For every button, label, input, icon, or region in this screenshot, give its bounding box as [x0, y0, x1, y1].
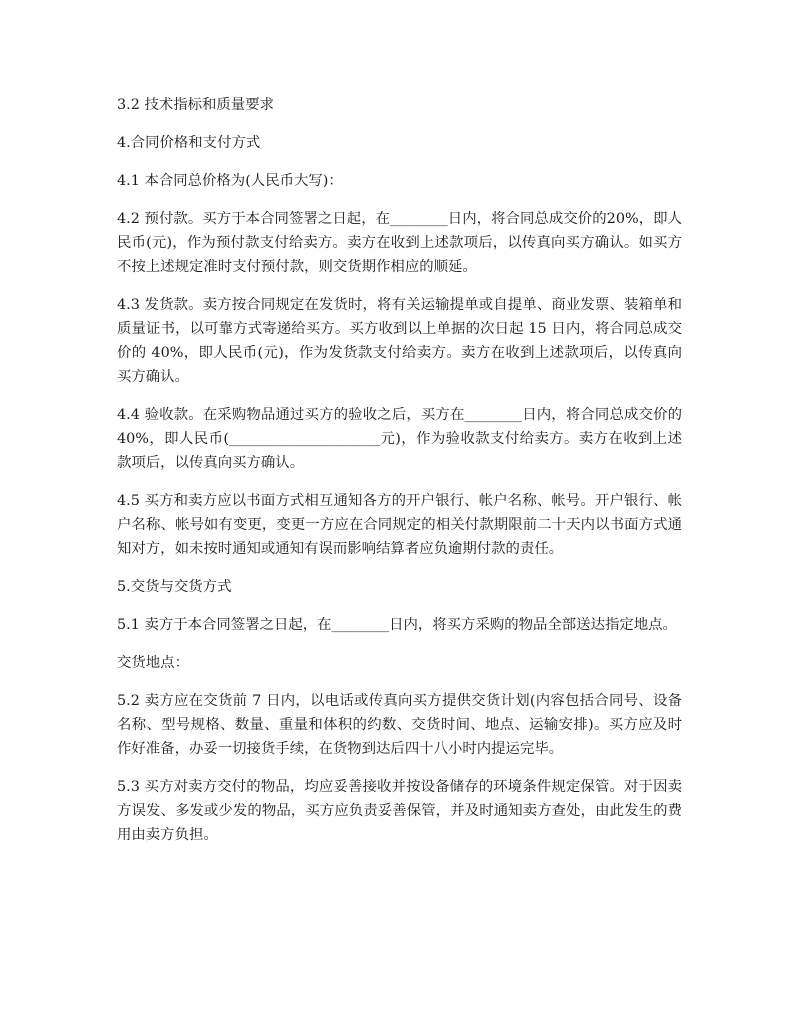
document-body: [117, 93, 682, 847]
clause-paragraph: 4.1 本合同总价格为(人民币大写)：: [117, 173, 343, 189]
delivery-location-label: 交货地点：: [117, 655, 189, 671]
clause-paragraph: 4.4 验收款。在采购物品通过买方的验收之后，买方在________日内，将合同总成交价的 40%，即人民币(_____________________元)，作为验收款支付给卖方。卖方在收到上述款项后，以传真向买方确认。: [117, 407, 682, 471]
section-heading: 3.2 技术指标和质量要求: [117, 97, 274, 113]
clause-paragraph: 4.2 预付款。买方于本合同签署之日起，在________日内，将合同总成交价的20%，即人民币(元)，作为预付款支付给卖方。卖方在收到上述款项后，以传真向买方确认。如买方不按上述规定准时支付预付款，则交货期作相应的顺延。: [117, 211, 682, 275]
section-heading: 4.合同价格和支付方式: [117, 135, 261, 151]
section-heading: 5.交货与交货方式: [117, 579, 232, 595]
clause-paragraph: 5.1 卖方于本合同签署之日起，在________日内，将买方采购的物品全部送达指定地点。: [117, 617, 677, 633]
clause-paragraph: 4.5 买方和卖方应以书面方式相互通知各方的开户银行、帐户名称、帐号。开户银行、帐户名称、帐号如有变更，变更一方应在合同规定的相关付款期限前二十天内以书面方式通知对方，如未按时通知或通知有误而影响结算者应负逾期付款的责任。: [117, 493, 682, 557]
clause-paragraph: 5.2 卖方应在交货前 7 日内，以电话或传真向买方提供交货计划(内容包括合同号、设备名称、型号规格、数量、重量和体积的约数、交货时间、地点、运输安排)。买方应及时作好准备，办妥一切接货手续，在货物到达后四十八小时内提运完毕。: [117, 693, 682, 757]
clause-paragraph: 5.3 买方对卖方交付的物品，均应妥善接收并按设备储存的环境条件规定保管。对于因卖方误发、多发或少发的物品，买方应负责妥善保管，并及时通知卖方查处，由此发生的费用由卖方负担。: [117, 779, 682, 843]
clause-paragraph: 4.3 发货款。卖方按合同规定在发货时，将有关运输提单或自提单、商业发票、装箱单和质量证书，以可靠方式寄递给买方。买方收到以上单据的次日起 15 日内，将合同总成交价的 40%，即人民币(元)，作为发货款支付给卖方。卖方在收到上述款项后，以传真向买方确认。: [117, 297, 682, 385]
